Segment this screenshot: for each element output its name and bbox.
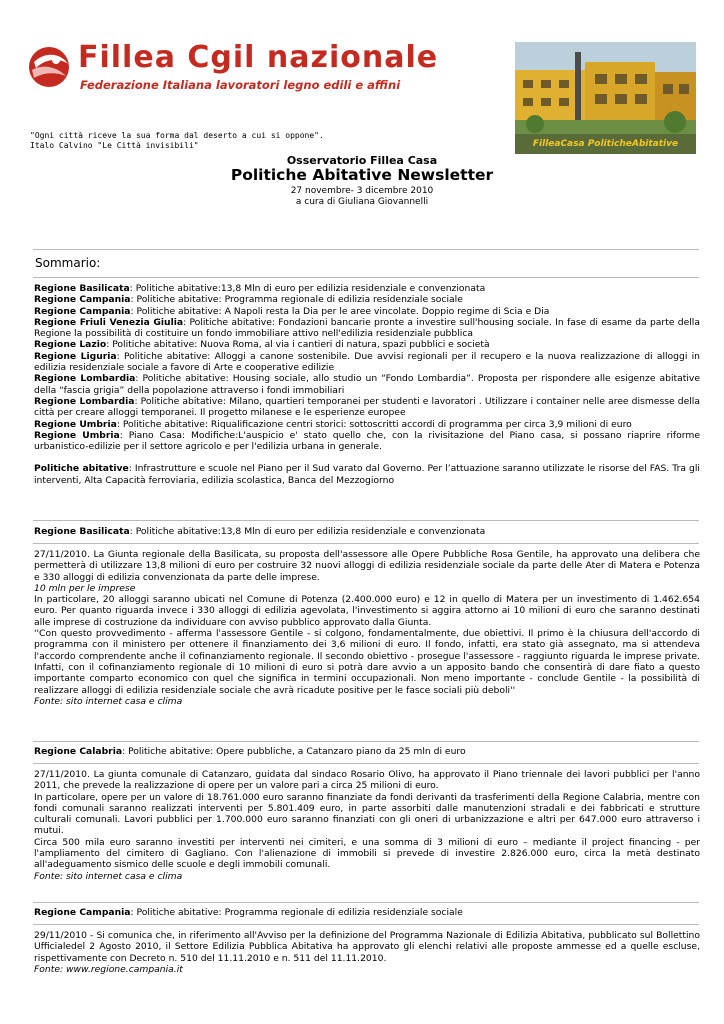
divider <box>33 520 699 521</box>
fillea-logo <box>26 40 439 100</box>
summary-region: Politiche abitative <box>34 463 129 475</box>
summary-item[interactable] <box>34 351 700 374</box>
article-paragraph: 27/11/2010. La giunta comunale di Catanzaro, guidata dal sindaco Rosario Olivo, ha approvato il Piano triennale dei lavori pubblici per l'anno 2011, che prevede la realizzazione di opere per un valore pari a circa 25 milioni di euro. <box>34 769 700 792</box>
article-paragraph: In particolare, 20 alloggi saranno ubicati nel Comune di Potenza (2.400.000 euro) e 12 in quello di Matera per un investimento di 1.462.654 euro. Per quanto riguarda invece i 330 alloggi di edilizia agevolata, l'investimento si aggira attorno ai 10 milioni di euro che saranno destinati alle imprese di costruzione da individuare con avviso pubblico approvato dalla Giunta. <box>34 594 700 628</box>
divider <box>33 741 699 742</box>
summary-region: Regione Basilicata <box>34 283 130 294</box>
article-region: Regione Basilicata <box>34 526 130 537</box>
quote-line-1: "Ogni città riceve la sua forma dal deserto a cui si oppone". <box>30 131 324 140</box>
summary-item[interactable] <box>34 339 700 350</box>
newsletter-dates: 27 novembre- 3 dicembre 2010 <box>290 186 434 196</box>
summary-text: : Politiche abitative: Alloggi a canone sostenibile. Due avvisi regionali per il recupero e la nuova realizzazione di alloggi in edilizia residenziale sociale a favore di Arte e cooperative edilizie <box>34 350 700 374</box>
summary-region: Regione Campania <box>34 294 131 306</box>
summary-item[interactable] <box>34 373 700 396</box>
logo-subtitle: Federazione Italiana lavoratori legno edili e affini <box>80 78 401 92</box>
article-paragraph: ''Con questo provvedimento - afferma l'assessore Gentile - si colgono, fondamentalmente, due obiettivi. Il primo è la chiusura dell'accordo di programma con il ministero per ottenere il finanziamento dei 3,6 milioni di euro. Il fondo, infatti, era stato già assegnato, ma si attendeva l'accordo comprendente anche il cofinanziamento regionale. Il secondo obiettivo - prosegue l'assessore - raggiunto riguarda le imprese private. Infatti, con il cofinanziamento regionale di 10 milioni di euro si potrà dare avvio a un apposito bando che consentirà di dare fiato a questo importante comparto economico con quel che significa in termini occupazionali. Non meno importante - conclude Gentile - la possibilità di realizzare alloggi di edilizia residenziale sociale che avrà ricadute positive per le fasce sociali più deboli'' <box>34 628 700 696</box>
calvino-quote <box>30 131 324 151</box>
banner-photo <box>515 42 696 154</box>
summary-text: : Politiche abitative: Housing sociale, allo studio un “Fondo Lombardia”. Proposta per rispondere alle esigenze abitative della “fascia grigia” della popolazione attraverso i fondi immobiliari <box>34 373 700 396</box>
article-paragraph: In particolare, opere per un valore di 18.761.000 euro saranno finanziate da fondi derivanti da trasferimenti della Regione Calabria, mentre con fondi comunali saranno realizzati interventi per 5.801.409 euro, in parte assorbiti dalle manutenzioni stradali e dei fabbricati e strutture culturali comunali. Lavori pubblici per 1.700.000 euro saranno finanziati con gli oneri di urbanizzazione e altri per 647.000 euro attraverso i mutui. <box>34 791 700 837</box>
article-title: : Politiche abitative: Opere pubbliche, a Catanzaro piano da 25 mln di euro <box>122 746 466 757</box>
article-paragraph: 27/11/2010. La Giunta regionale della Basilicata, su proposta dell'assessore alle Opere Pubbliche Rosa Gentile, ha approvato una delibera che permetterà di utilizzare 13,8 milioni di euro per costruire 32 nuovi alloggi di edilizia residenziale sociale da parte delle Ater di Matera e Potenza e 330 alloggi di edilizia convenzionata da parte delle imprese. <box>34 549 700 583</box>
summary-item[interactable] <box>34 419 700 430</box>
summary-text: : Politiche abitative: Riqualificazione centri storici: sottoscritti accordi di programma per circa 3,9 milioni di euro <box>116 418 632 430</box>
article-source: Fonte: sito internet casa e clima <box>34 870 183 882</box>
divider <box>33 763 699 764</box>
summary-region: Regione Lazio <box>34 339 107 351</box>
summary-heading: Sommario: <box>35 256 101 270</box>
article-body <box>34 769 700 882</box>
article-paragraph: Circa 500 mila euro saranno investiti per interventi nei cimiteri, e una somma di 3 milioni di euro – mediante il project financing - per l'ampliamento del cimitero di Gagliano. Con l'alienazione di immobili si prevede di investire 2.826.000 euro, circa la metà destinato all'adeguamento sismico delle scuole e degli immobili comunali. <box>34 836 700 871</box>
logo-title: Fillea Cgil nazionale <box>78 40 439 75</box>
article-source: Fonte: sito internet casa e clima <box>34 695 183 707</box>
article-heading <box>34 526 700 537</box>
summary-text: : Infrastrutture e scuole nel Piano per il Sud varato dal Governo. Per l’attuazione saranno utilizzate le risorse del FAS. Tra gli interventi, Alta Capacità ferroviaria, edilizia scolastica, Banca del Mezzogiorno <box>34 463 700 486</box>
article-heading <box>34 746 700 757</box>
summary-item[interactable] <box>34 317 700 340</box>
divider <box>33 543 699 544</box>
summary-region: Regione Lombardia <box>34 373 136 385</box>
banner-caption: FilleaCasa PoliticheAbitative <box>515 134 696 154</box>
summary-text: : Politiche abitative: A Napoli resta la Dia per le aree vincolate. Doppio regime di Scia e Dia <box>130 305 550 317</box>
article-heading <box>34 907 700 918</box>
summary-region: Regione Lombardia <box>34 395 135 407</box>
article-paragraph: 29/11/2010 - Si comunica che, in riferimento all'Avviso per la definizione del Programma Nazionale di Edilizia Abitativa, pubblicato sul Bollettino Ufficialedel 2 Agosto 2010, il Settore Edilizia Pubblica Abitativa ha approvato gli elenchi relativi alle proposte ammesse ed a quelle escluse, rispettivamente con Decreto n. 510 del 11.11.2010 e n. 511 del 11.11.2010. <box>34 930 700 964</box>
article-region: Regione Campania <box>34 907 131 918</box>
summary-text: : Politiche abitative: Programma regionale di edilizia residenziale sociale <box>130 294 463 306</box>
newsletter-curator: a cura di Giuliana Giovannelli <box>295 197 429 207</box>
summary-region: Regione Campania <box>34 305 131 317</box>
summary-region: Regione Umbria <box>34 429 120 441</box>
summary-item[interactable] <box>34 294 700 305</box>
summary-item[interactable] <box>34 396 700 419</box>
summary-list <box>34 283 700 486</box>
summary-item[interactable] <box>34 283 700 294</box>
divider <box>33 902 699 903</box>
fillea-logo-icon <box>26 44 72 90</box>
newsletter-title: Politiche Abitative Newsletter <box>230 166 494 184</box>
summary-region: Regione Liguria <box>34 350 117 362</box>
summary-text: : Politiche abitative:13,8 Mln di euro per edilizia residenziale e convenzionata <box>129 283 486 294</box>
article-subhead: 10 mln per le imprese <box>34 582 136 594</box>
summary-item[interactable] <box>34 463 700 486</box>
article-body <box>34 930 700 975</box>
summary-region: Regione Friuli Venezia Giulia <box>34 316 184 328</box>
article-body <box>34 549 700 707</box>
summary-item[interactable] <box>34 430 700 453</box>
summary-text: : Politiche abitative: Fondazioni bancarie pronte a investire sull'housing sociale. In fase di esame da parte della Regione la possibilità di costituire un fondo immobiliare attivo nell'edilizia residenziale pubblica <box>34 316 700 340</box>
divider <box>33 249 699 250</box>
article-title: : Politiche abitative:13,8 Mln di euro per edilizia residenziale e convenzionata <box>129 526 486 537</box>
summary-item[interactable] <box>34 306 700 317</box>
article-source: Fonte: www.regione.campania.it <box>34 963 183 975</box>
quote-line-2: Italo Calvino "Le Città invisibili" <box>30 141 199 150</box>
summary-text: : Politiche abitative: Nuova Roma, al via i cantieri di natura, spazi pubblici e società <box>106 339 490 351</box>
divider <box>33 924 699 925</box>
article-region: Regione Calabria <box>34 746 123 757</box>
summary-text: : Piano Casa: Modifiche:L'auspicio e' stato quello che, con la rivisitazione del Piano casa, si possano riaprire riforme urbanistico-edilizie per il settore agricolo e per l'edilizia urbana in generale. <box>34 429 700 453</box>
summary-region: Regione Umbria <box>34 418 117 430</box>
divider <box>33 277 699 278</box>
observatory-title: Osservatorio Fillea Casa <box>286 154 438 167</box>
summary-text: : Politiche abitative: Milano, quartieri temporanei per studenti e lavoratori . Utilizzare i container nelle aree dismesse della città per creare alloggi temporanei. Il progetto milanese e le esperienze europee <box>34 395 700 419</box>
article-title: : Politiche abitative: Programma regionale di edilizia residenziale sociale <box>130 907 463 918</box>
